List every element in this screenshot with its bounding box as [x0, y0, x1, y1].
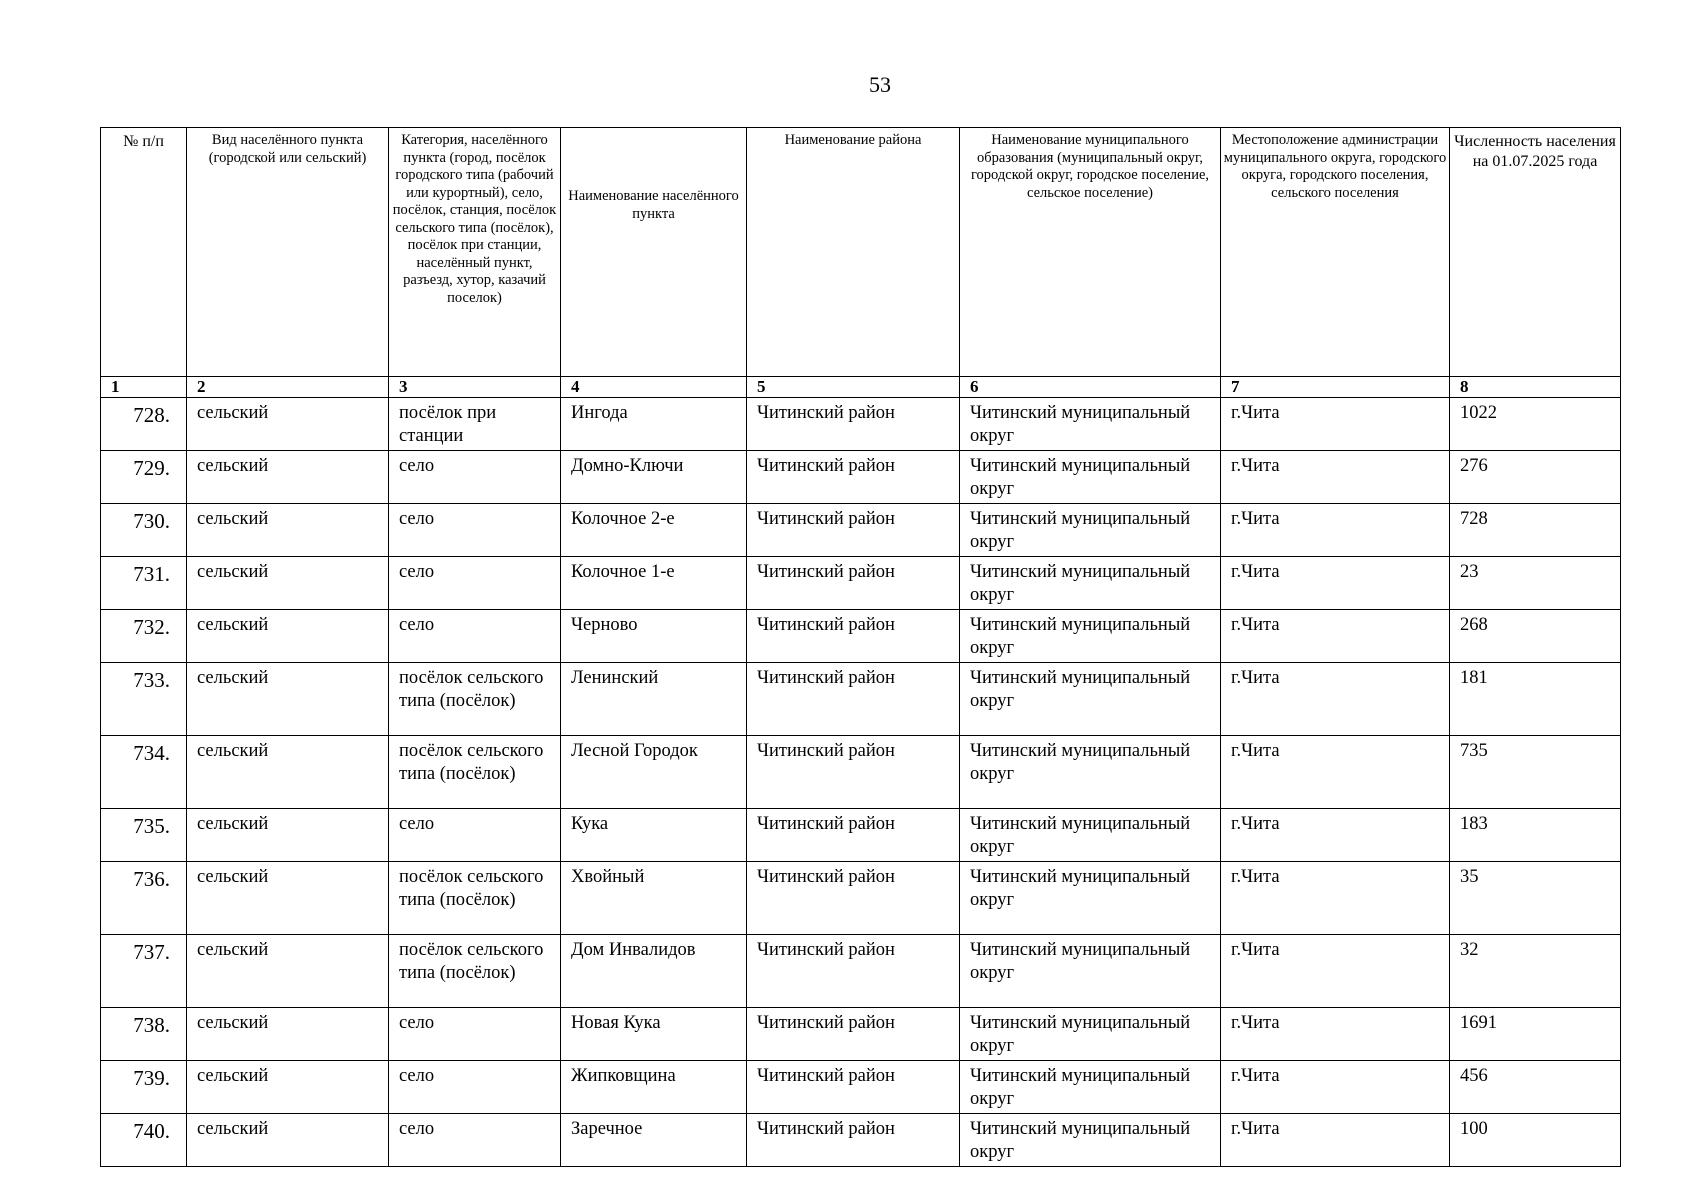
column-number: 1: [101, 377, 187, 398]
cell-category: посёлок при станции: [389, 398, 561, 451]
cell-settlement-name: Заречное: [561, 1114, 747, 1167]
cell-category: село: [389, 1008, 561, 1061]
cell-admin-location: г.Чита: [1221, 935, 1450, 1008]
cell-number: 735.: [101, 809, 187, 862]
cell-settlement-kind: сельский: [187, 663, 389, 736]
table-row: [101, 504, 1621, 557]
cell-settlement-name: Жипковщина: [561, 1061, 747, 1114]
cell-number: 739.: [101, 1061, 187, 1114]
cell-municipality: Читинский муниципальный округ: [960, 398, 1221, 451]
cell-district: Читинский район: [747, 809, 960, 862]
cell-admin-location: г.Чита: [1221, 1061, 1450, 1114]
cell-settlement-name: Колочное 2-е: [561, 504, 747, 557]
cell-municipality: Читинский муниципальный округ: [960, 862, 1221, 935]
cell-category: село: [389, 809, 561, 862]
cell-admin-location: г.Чита: [1221, 663, 1450, 736]
cell-settlement-kind: сельский: [187, 809, 389, 862]
cell-settlement-name: Лесной Городок: [561, 736, 747, 809]
cell-admin-location: г.Чита: [1221, 736, 1450, 809]
cell-municipality: Читинский муниципальный округ: [960, 1114, 1221, 1167]
cell-number: 736.: [101, 862, 187, 935]
page-number: 53: [869, 72, 891, 97]
column-number: 7: [1221, 377, 1450, 398]
table-row: [101, 451, 1621, 504]
column-number: 4: [561, 377, 747, 398]
cell-settlement-kind: сельский: [187, 504, 389, 557]
cell-admin-location: г.Чита: [1221, 610, 1450, 663]
table-row: [101, 398, 1621, 451]
cell-settlement-kind: сельский: [187, 1114, 389, 1167]
column-numbers-row: [101, 377, 1621, 398]
cell-municipality: Читинский муниципальный округ: [960, 935, 1221, 1008]
cell-number: 729.: [101, 451, 187, 504]
cell-settlement-kind: сельский: [187, 398, 389, 451]
cell-category: село: [389, 504, 561, 557]
table-row: [101, 736, 1621, 809]
table-row: [101, 862, 1621, 935]
header-municipality: Наименование муниципального образования (муниципальный округ, городской округ, городское поселение, сельское поселение): [960, 128, 1221, 377]
table-header-row: [101, 128, 1621, 377]
cell-municipality: Читинский муниципальный округ: [960, 610, 1221, 663]
column-number: 6: [960, 377, 1221, 398]
cell-admin-location: г.Чита: [1221, 557, 1450, 610]
settlements-table: [100, 127, 1621, 1167]
column-number: 3: [389, 377, 561, 398]
cell-number: 733.: [101, 663, 187, 736]
cell-district: Читинский район: [747, 862, 960, 935]
cell-settlement-kind: сельский: [187, 736, 389, 809]
cell-settlement-kind: сельский: [187, 1061, 389, 1114]
table-row: [101, 935, 1621, 1008]
cell-district: Читинский район: [747, 451, 960, 504]
cell-district: Читинский район: [747, 398, 960, 451]
cell-category: посёлок сельского типа (посёлок): [389, 663, 561, 736]
cell-district: Читинский район: [747, 557, 960, 610]
cell-municipality: Читинский муниципальный округ: [960, 1008, 1221, 1061]
cell-settlement-name: Колочное 1-е: [561, 557, 747, 610]
cell-admin-location: г.Чита: [1221, 451, 1450, 504]
cell-population: 276: [1450, 451, 1621, 504]
cell-settlement-kind: сельский: [187, 557, 389, 610]
cell-district: Читинский район: [747, 610, 960, 663]
cell-district: Читинский район: [747, 736, 960, 809]
header-settlement-kind: Вид населённого пункта (городской или сельский): [187, 128, 389, 377]
cell-number: 730.: [101, 504, 187, 557]
cell-settlement-name: Ленинский: [561, 663, 747, 736]
cell-settlement-name: Новая Кука: [561, 1008, 747, 1061]
cell-number: 731.: [101, 557, 187, 610]
header-number: № п/п: [101, 128, 187, 377]
cell-population: 728: [1450, 504, 1621, 557]
cell-admin-location: г.Чита: [1221, 398, 1450, 451]
cell-population: 1022: [1450, 398, 1621, 451]
cell-population: 735: [1450, 736, 1621, 809]
cell-settlement-kind: сельский: [187, 610, 389, 663]
cell-settlement-kind: сельский: [187, 451, 389, 504]
cell-settlement-kind: сельский: [187, 862, 389, 935]
cell-district: Читинский район: [747, 1114, 960, 1167]
cell-admin-location: г.Чита: [1221, 504, 1450, 557]
cell-population: 32: [1450, 935, 1621, 1008]
cell-municipality: Читинский муниципальный округ: [960, 451, 1221, 504]
cell-settlement-name: Кука: [561, 809, 747, 862]
cell-number: 737.: [101, 935, 187, 1008]
cell-settlement-name: Ингода: [561, 398, 747, 451]
cell-settlement-kind: сельский: [187, 1008, 389, 1061]
cell-population: 100: [1450, 1114, 1621, 1167]
cell-category: посёлок сельского типа (посёлок): [389, 736, 561, 809]
table-row: [101, 610, 1621, 663]
cell-settlement-kind: сельский: [187, 935, 389, 1008]
table-row: [101, 1114, 1621, 1167]
cell-settlement-name: Дом Инвалидов: [561, 935, 747, 1008]
table-row: [101, 1061, 1621, 1114]
cell-population: 1691: [1450, 1008, 1621, 1061]
cell-population: 456: [1450, 1061, 1621, 1114]
column-number: 5: [747, 377, 960, 398]
cell-number: 738.: [101, 1008, 187, 1061]
column-number: 2: [187, 377, 389, 398]
header-district: Наименование района: [747, 128, 960, 377]
header-category: Категория, населённого пункта (город, посёлок городского типа (рабочий или курортный), село, посёлок, станция, посёлок сельского типа (посёлок), посёлок при станции, населённый пункт, разъезд, хутор, казачий поселок): [389, 128, 561, 377]
header-population: Численность населения на 01.07.2025 года: [1450, 128, 1621, 377]
cell-number: 734.: [101, 736, 187, 809]
table-row: [101, 1008, 1621, 1061]
cell-municipality: Читинский муниципальный округ: [960, 1061, 1221, 1114]
cell-category: село: [389, 610, 561, 663]
cell-population: 268: [1450, 610, 1621, 663]
cell-population: 183: [1450, 809, 1621, 862]
cell-category: село: [389, 451, 561, 504]
column-number: 8: [1450, 377, 1621, 398]
cell-population: 23: [1450, 557, 1621, 610]
cell-admin-location: г.Чита: [1221, 1008, 1450, 1061]
cell-category: посёлок сельского типа (посёлок): [389, 935, 561, 1008]
cell-population: 35: [1450, 862, 1621, 935]
table-row: [101, 809, 1621, 862]
cell-district: Читинский район: [747, 663, 960, 736]
cell-municipality: Читинский муниципальный округ: [960, 557, 1221, 610]
cell-admin-location: г.Чита: [1221, 1114, 1450, 1167]
cell-district: Читинский район: [747, 935, 960, 1008]
cell-admin-location: г.Чита: [1221, 809, 1450, 862]
cell-settlement-name: Черново: [561, 610, 747, 663]
cell-category: село: [389, 1114, 561, 1167]
cell-category: село: [389, 1061, 561, 1114]
cell-category: село: [389, 557, 561, 610]
cell-number: 732.: [101, 610, 187, 663]
cell-district: Читинский район: [747, 1061, 960, 1114]
cell-category: посёлок сельского типа (посёлок): [389, 862, 561, 935]
cell-population: 181: [1450, 663, 1621, 736]
table-row: [101, 557, 1621, 610]
cell-municipality: Читинский муниципальный округ: [960, 663, 1221, 736]
cell-district: Читинский район: [747, 1008, 960, 1061]
cell-settlement-name: Домно-Ключи: [561, 451, 747, 504]
table-row: [101, 663, 1621, 736]
cell-municipality: Читинский муниципальный округ: [960, 809, 1221, 862]
cell-municipality: Читинский муниципальный округ: [960, 736, 1221, 809]
header-settlement-name: Наименование населённого пункта: [561, 128, 747, 377]
cell-number: 740.: [101, 1114, 187, 1167]
cell-municipality: Читинский муниципальный округ: [960, 504, 1221, 557]
cell-settlement-name: Хвойный: [561, 862, 747, 935]
cell-number: 728.: [101, 398, 187, 451]
cell-district: Читинский район: [747, 504, 960, 557]
cell-admin-location: г.Чита: [1221, 862, 1450, 935]
header-admin-location: Местоположение администрации муниципального округа, городского округа, городского поселения, сельского поселения: [1221, 128, 1450, 377]
